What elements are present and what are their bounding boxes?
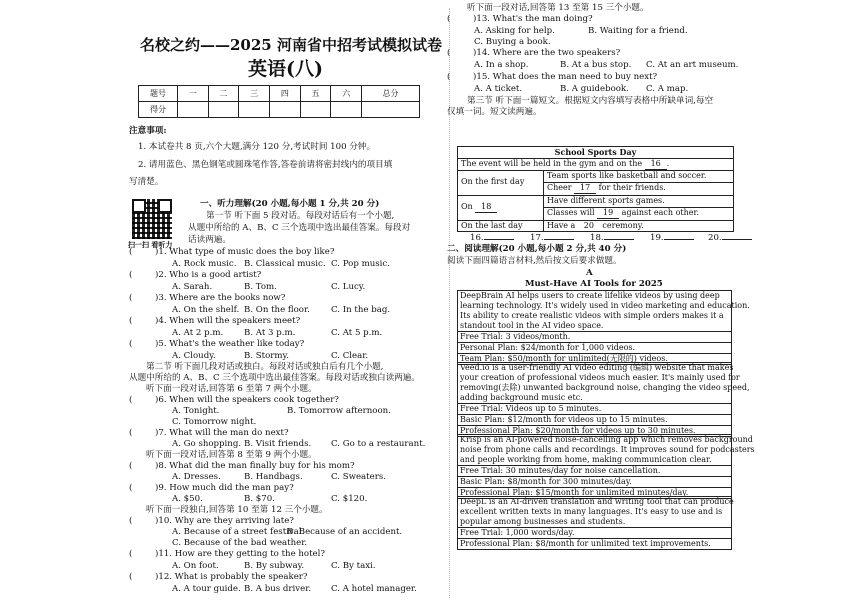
score-cell: 四: [270, 86, 301, 102]
blank-18[interactable]: 18: [475, 202, 497, 213]
question: ( )1. What type of music does the boy like?: [129, 247, 335, 257]
question: ( )15. What does the man need to buy next?: [447, 72, 658, 82]
score-input[interactable]: [239, 102, 270, 118]
option[interactable]: B. Tomorrow afternoon.: [287, 406, 391, 416]
table-row: [458, 171, 733, 196]
score-table: [138, 85, 420, 118]
table-row: [458, 196, 733, 221]
notes-heading: 注意事项:: [129, 126, 167, 136]
plan-line: Basic Plan: $12/month for videos up to 15 minutes.: [458, 415, 731, 426]
note-item: 2. 请用蓝色、黑色钢笔或圆珠笔作答,答卷前请将密封线内的项目填: [138, 160, 393, 170]
passage-line: Krisp is an AI-powered noise-cancelling app which removes background: [460, 435, 753, 444]
table-cell: Cheer 17 for their friends.: [547, 183, 666, 192]
question: ( )11. How are they getting to the hotel?: [129, 549, 325, 559]
note-item: 1. 本试卷共 8 页,六个大题,满分 120 分,考试时间 100 分钟。: [138, 142, 376, 152]
option[interactable]: A. On the shelf.: [172, 305, 240, 315]
section-instruction: 话读两遍。: [188, 235, 231, 245]
option[interactable]: B. Tom.: [244, 282, 277, 292]
score-cell: 三: [239, 86, 270, 102]
score-input[interactable]: [362, 102, 420, 118]
passage-line: your creation of professional videos much easier. It's mainly used for: [460, 373, 740, 382]
table-cell: Team sports like basketball and soccer.: [544, 171, 733, 183]
option[interactable]: C. Pop music.: [331, 259, 390, 269]
plan-line: Free Trial: Videos up to 5 minutes.: [458, 404, 731, 415]
option[interactable]: A. Dresses.: [172, 472, 221, 482]
qr-code-icon[interactable]: [132, 199, 172, 239]
option[interactable]: A. Because of a street festival.: [172, 527, 305, 537]
question: ( )4. When will the speakers meet?: [129, 316, 301, 326]
option[interactable]: A. Cloudy.: [172, 351, 216, 361]
option[interactable]: A. A ticket.: [474, 84, 523, 94]
option[interactable]: A. Rock music.: [172, 259, 237, 269]
passage-line: Its ability to create realistic videos with simple orders makes it a: [460, 311, 724, 320]
section-intro: 听下面一段对话,回答第 8 至第 9 两个小题。: [146, 450, 317, 460]
table-row: [458, 221, 733, 232]
passage-label: A: [586, 268, 593, 278]
score-cell: 得分: [139, 102, 178, 118]
option[interactable]: C. Clear.: [331, 351, 369, 361]
section-instruction: 第二节 听下面几段对话或独白。每段对话或独白后有几个小题,: [146, 362, 384, 372]
passage-line: removing(去除) unwanted background noise, changing the video speed,: [460, 383, 750, 392]
passage-line: Veed.io is a user-friendly AI video editing (编辑) website that makes: [460, 363, 734, 372]
option[interactable]: B. Stormy.: [244, 351, 289, 361]
option[interactable]: B. $70.: [244, 494, 275, 504]
section-instruction: 从题中所给的 A、B、C 三个选项中选出最佳答案。每段对话或独白读两遍。: [129, 373, 420, 383]
table-row: The event will be held in the gym and on the 16 .: [458, 159, 733, 171]
plan-line: Professional Plan: $15/month for unlimited minutes/day.: [460, 488, 689, 497]
section-intro: 听下面一段独白,回答第 10 至第 12 三个小题。: [146, 505, 328, 515]
table-cell: Have a 20 ceremony.: [547, 221, 644, 230]
exam-title: 名校之约——2025 河南省中招考试模拟试卷: [140, 36, 442, 54]
option[interactable]: A. $50.: [172, 494, 203, 504]
option[interactable]: A. Asking for help.: [474, 26, 555, 36]
plan-line: Team Plan: $50/month for unlimited(无限的) videos.: [460, 354, 668, 363]
plan-line: Free Trial: 30 minutes/day for noise cancellation.: [458, 466, 731, 477]
passage-line: noise from phone calls and recordings. It improves sound for podcasters: [460, 445, 755, 454]
option[interactable]: C. In the bag.: [331, 305, 391, 315]
question: ( )2. Who is a good artist?: [129, 270, 262, 280]
passage-line: learning technology. It's widely used in video marketing and education.: [460, 301, 750, 310]
option[interactable]: A. On foot.: [172, 561, 219, 571]
passage-title: Must-Have AI Tools for 2025: [525, 279, 663, 289]
option[interactable]: C. Buying a book.: [474, 37, 551, 47]
plan-line: Free Trial: 1,000 words/day.: [458, 528, 731, 539]
question: ( )5. What's the weather like today?: [129, 339, 305, 349]
tool-box-krisp: [457, 434, 755, 499]
row-label: On the last day: [458, 221, 544, 232]
option[interactable]: B. At a bus stop.: [560, 60, 632, 70]
option[interactable]: B. By subway.: [244, 561, 305, 571]
passage-line: excellent written texts in many languages. It's easy to use and is: [460, 507, 723, 516]
plan-line: Personal Plan: $24/month for 1,000 videos.: [458, 343, 731, 354]
plan-line: Basic Plan: $8/month for 300 minutes/day.: [458, 477, 731, 488]
option[interactable]: A. At 2 p.m.: [172, 328, 224, 338]
option[interactable]: B. A guidebook.: [560, 84, 629, 94]
option[interactable]: B. Handbags.: [244, 472, 303, 482]
score-input[interactable]: [178, 102, 209, 118]
tool-box-veed: [457, 362, 750, 437]
question: ( )8. What did the man finally buy for his mom?: [129, 461, 355, 471]
blank-17[interactable]: 17: [574, 183, 596, 194]
row-label: On the first day: [458, 171, 544, 195]
option[interactable]: B. On the floor.: [244, 305, 310, 315]
option[interactable]: C. At 5 p.m.: [331, 328, 383, 338]
score-cell: 六: [331, 86, 362, 102]
blank-19[interactable]: 19: [597, 208, 619, 219]
table-title: School Sports Day: [458, 147, 733, 159]
section-instruction: 仅填一词。短文读两遍。: [447, 107, 542, 117]
option[interactable]: C. Because of the bad weather.: [172, 538, 308, 548]
passage-line: and people working from home, making communication clear.: [458, 455, 731, 466]
option[interactable]: C. $120.: [331, 494, 368, 504]
reading-instruction: 阅读下面四篇语言材料,然后按文后要求做题。: [447, 256, 622, 266]
plan-line: Professional Plan: $8/month for unlimited text improvements.: [460, 539, 711, 548]
plan-line: Free Trial: 3 videos/month.: [458, 332, 731, 343]
option[interactable]: C. By taxi.: [331, 561, 376, 571]
option[interactable]: C. At an art museum.: [646, 60, 739, 70]
option[interactable]: C. Lucy.: [331, 282, 366, 292]
option[interactable]: A. In a shop.: [474, 60, 529, 70]
answer-blank[interactable]: 20.: [708, 233, 752, 244]
qr-caption: 扫一扫 看听力: [128, 240, 173, 249]
option[interactable]: B. At 3 p.m.: [244, 328, 296, 338]
blank-16[interactable]: 16: [645, 159, 667, 170]
table-cell: Have different sports games.: [544, 196, 733, 208]
score-input[interactable]: [331, 102, 362, 118]
question: ( )14. Where are the two speakers?: [447, 48, 621, 58]
tool-box-deepbrain: [457, 290, 750, 365]
question: ( )3. Where are the books now?: [129, 293, 286, 303]
option[interactable]: B. Classical music.: [244, 259, 326, 269]
option[interactable]: B. Because of an accident.: [287, 527, 403, 537]
tool-box-deepl: [457, 496, 732, 550]
score-input[interactable]: [208, 102, 239, 118]
section-intro: 听下面一段对话,回答第 13 至第 15 三个小题。: [467, 3, 649, 13]
option[interactable]: C. Sweaters.: [331, 472, 386, 482]
sports-day-table: [457, 146, 734, 232]
passage-line: DeepL is an AI-driven translation and writing tool that can produce: [460, 497, 734, 506]
note-item: 写清楚。: [129, 177, 164, 187]
score-cell: 二: [208, 86, 239, 102]
option[interactable]: B. Visit friends.: [244, 439, 312, 449]
score-cell: 五: [300, 86, 331, 102]
option[interactable]: A. Go shopping.: [172, 439, 242, 449]
exam-subtitle: 英语(八): [248, 58, 323, 80]
question: ( )6. When will the speakers cook together?: [129, 395, 339, 405]
plan-line: Professional Plan: $20/month for videos up to 30 minutes.: [460, 426, 696, 435]
table-cell: Classes will 19 against each other.: [547, 208, 699, 217]
option[interactable]: B. A bus driver.: [244, 584, 312, 594]
option[interactable]: A. Sarah.: [172, 282, 213, 292]
passage-line: popular among businesses and students.: [458, 517, 731, 528]
answer-blank[interactable]: 16.: [470, 233, 514, 244]
option[interactable]: A. Tonight.: [172, 406, 220, 416]
section-instruction: 从题中所给的 A、B、C 三个选项中选出最佳答案。每段对: [188, 223, 411, 233]
answer-blank[interactable]: 19.: [650, 233, 694, 244]
option[interactable]: A. A tour guide.: [172, 584, 241, 594]
blank-20[interactable]: 20: [578, 221, 600, 232]
reading-heading: 二、阅读理解(20 小题,每小题 2 分,共 40 分): [447, 244, 627, 254]
question: ( )7. What will the man do next?: [129, 428, 289, 438]
section-intro: 听下面一段对话,回答第 6 至第 7 两个小题。: [146, 384, 317, 394]
question: ( )12. What is probably the speaker?: [129, 572, 308, 582]
score-input[interactable]: [300, 102, 331, 118]
question: ( )9. How much did the man pay?: [129, 483, 294, 493]
row-label: On 18: [458, 196, 544, 220]
section-instruction: 第一节 听下面 5 段对话。每段对话后有一个小题,: [206, 211, 395, 221]
option[interactable]: C. Go to a restaurant.: [331, 439, 426, 449]
passage-line: DeepBrain AI helps users to create lifelike videos by using deep: [460, 291, 720, 300]
listening-heading: 一、听力理解(20 小题,每小题 1 分,共 20 分): [200, 199, 380, 209]
answer-blank[interactable]: 18.: [590, 233, 634, 244]
option[interactable]: C. A hotel manager.: [331, 584, 417, 594]
option[interactable]: C. Tomorrow night.: [172, 417, 257, 427]
score-cell: 题号: [139, 86, 178, 102]
page-divider: [449, 8, 450, 598]
option[interactable]: B. Waiting for a friend.: [588, 26, 688, 36]
section-instruction: 第三节 听下面一篇短文。根据短文内容填写表格中所缺单词,每空: [467, 96, 714, 106]
score-cell: 总分: [362, 86, 420, 102]
question: ( )13. What's the man doing?: [447, 14, 593, 24]
answer-blank[interactable]: 17.: [530, 233, 574, 244]
question: ( )10. Why are they arriving late?: [129, 516, 294, 526]
score-input[interactable]: [270, 102, 301, 118]
passage-line: standout tool in the AI video space.: [458, 321, 731, 332]
passage-line: adding background music etc.: [458, 393, 731, 404]
option[interactable]: C. A map.: [646, 84, 689, 94]
score-cell: 一: [178, 86, 209, 102]
